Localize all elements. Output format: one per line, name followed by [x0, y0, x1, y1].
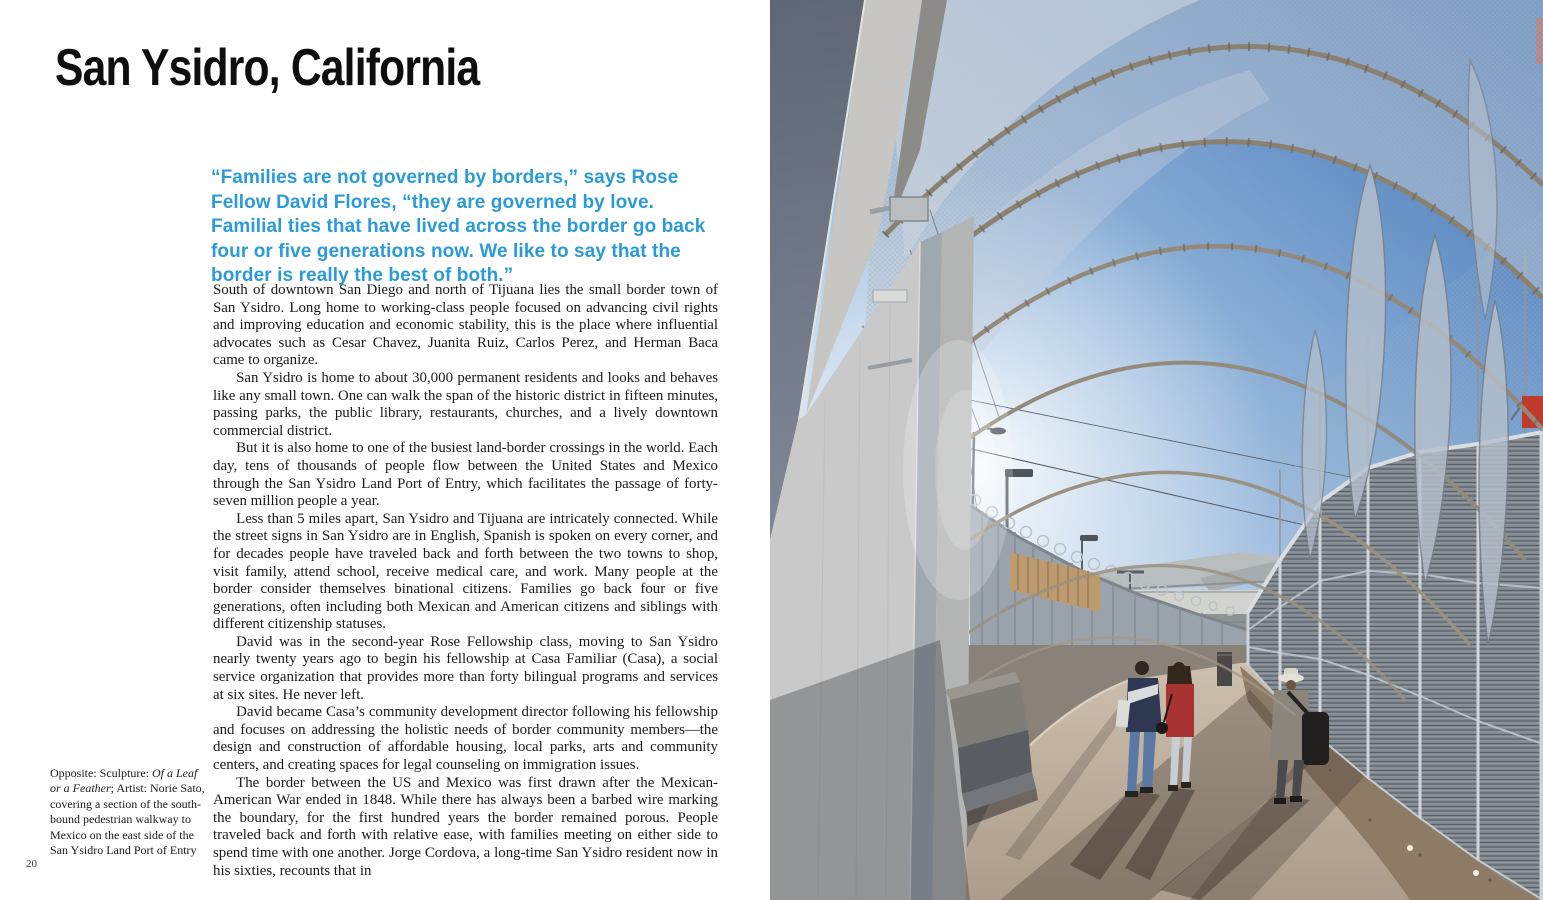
paragraph: South of downtown San Diego and north of Tijuana lies the small border town of San Ysidro. Long home to working-class people focused on advancing civil rights and improving education and economic stability, this is the place where influential advocates such as Cesar Chavez, Juanita Ruiz, Carlos Perez, and Herman Baca came to organize. [213, 282, 718, 369]
caption-prefix: Opposite: Sculpture: [50, 766, 152, 780]
pull-quote: “Families are not governed by borders,” says Rose Fellow David Flores, “they are governed by love. Familial ties that have lived across the border go back four or five generations now. We like to say that the border is really the best of both.” [211, 167, 706, 286]
left-page [0, 0, 770, 900]
article-body [213, 282, 718, 880]
photo-illustration [770, 0, 1543, 900]
ground-light [1407, 845, 1413, 851]
ground-light [1473, 870, 1479, 876]
page-title: San Ysidro, California [55, 39, 480, 97]
photo-caption [50, 766, 208, 858]
paragraph: David became Casa’s community development director following his fellowship and focuses on addressing the holistic needs of border community members—the design and construction of affordable housing, local parks, arts and community centers, and creating spaces for legal counseling on immigration issues. [213, 704, 718, 774]
paragraph: The border between the US and Mexico was first drawn after the Mexican-American War ended in 1848. While there has always been a barbed wire marking the boundary, for the first hundred years the border remained porous. People traveled back and forth with relative ease, with families meeting on either side to spend time with one another. Jorge Cordova, a long-time San Ysidro resident now in his sixties, recounts that in [213, 774, 718, 879]
caption-rest: ; Artist: Norie Sato, covering a section of the south-bound pedestrian walkway to Mexico on the east side of the San Ysidro Land Port of Entry [50, 781, 205, 858]
paragraph: San Ysidro is home to about 30,000 permanent residents and looks and behaves like any small town. One can walk the span of the historic district in fifteen minutes, passing parks, the public library, restaurants, churches, and a lively downtown commercial district. [213, 369, 718, 439]
border-walkway-photo [770, 0, 1543, 900]
caption-artwork-title: Of a Leaf or a Feather [50, 766, 198, 796]
paragraph: But it is also home to one of the busiest land-border crossings in the world. Each day, tens of thousands of people flow between the United States and Mexico through the San Ysidro Land Port of Entry, which facilitates the passage of forty-seven million people a year. [213, 440, 718, 510]
paragraph: Less than 5 miles apart, San Ysidro and Tijuana are intricately connected. While the street signs in San Ysidro are in English, Spanish is spoken on every corner, and for decades people have traveled back and forth between the two towns to shop, visit family, attend school, receive medical care, and work. Many people at the border consider themselves binational citizens. Families go back four or five generations, often including both Mexican and American citizens and siblings with different citizenship statuses. [213, 510, 718, 633]
shoulder-bag [1302, 712, 1329, 765]
page-number: 20 [26, 858, 37, 870]
paragraph: David was in the second-year Rose Fellowship class, moving to San Ysidro nearly twenty years ago to begin his fellowship at Casa Familiar (Casa), a social service organization that provides more than forty bilingual programs and services at six sites. He never left. [213, 633, 718, 703]
